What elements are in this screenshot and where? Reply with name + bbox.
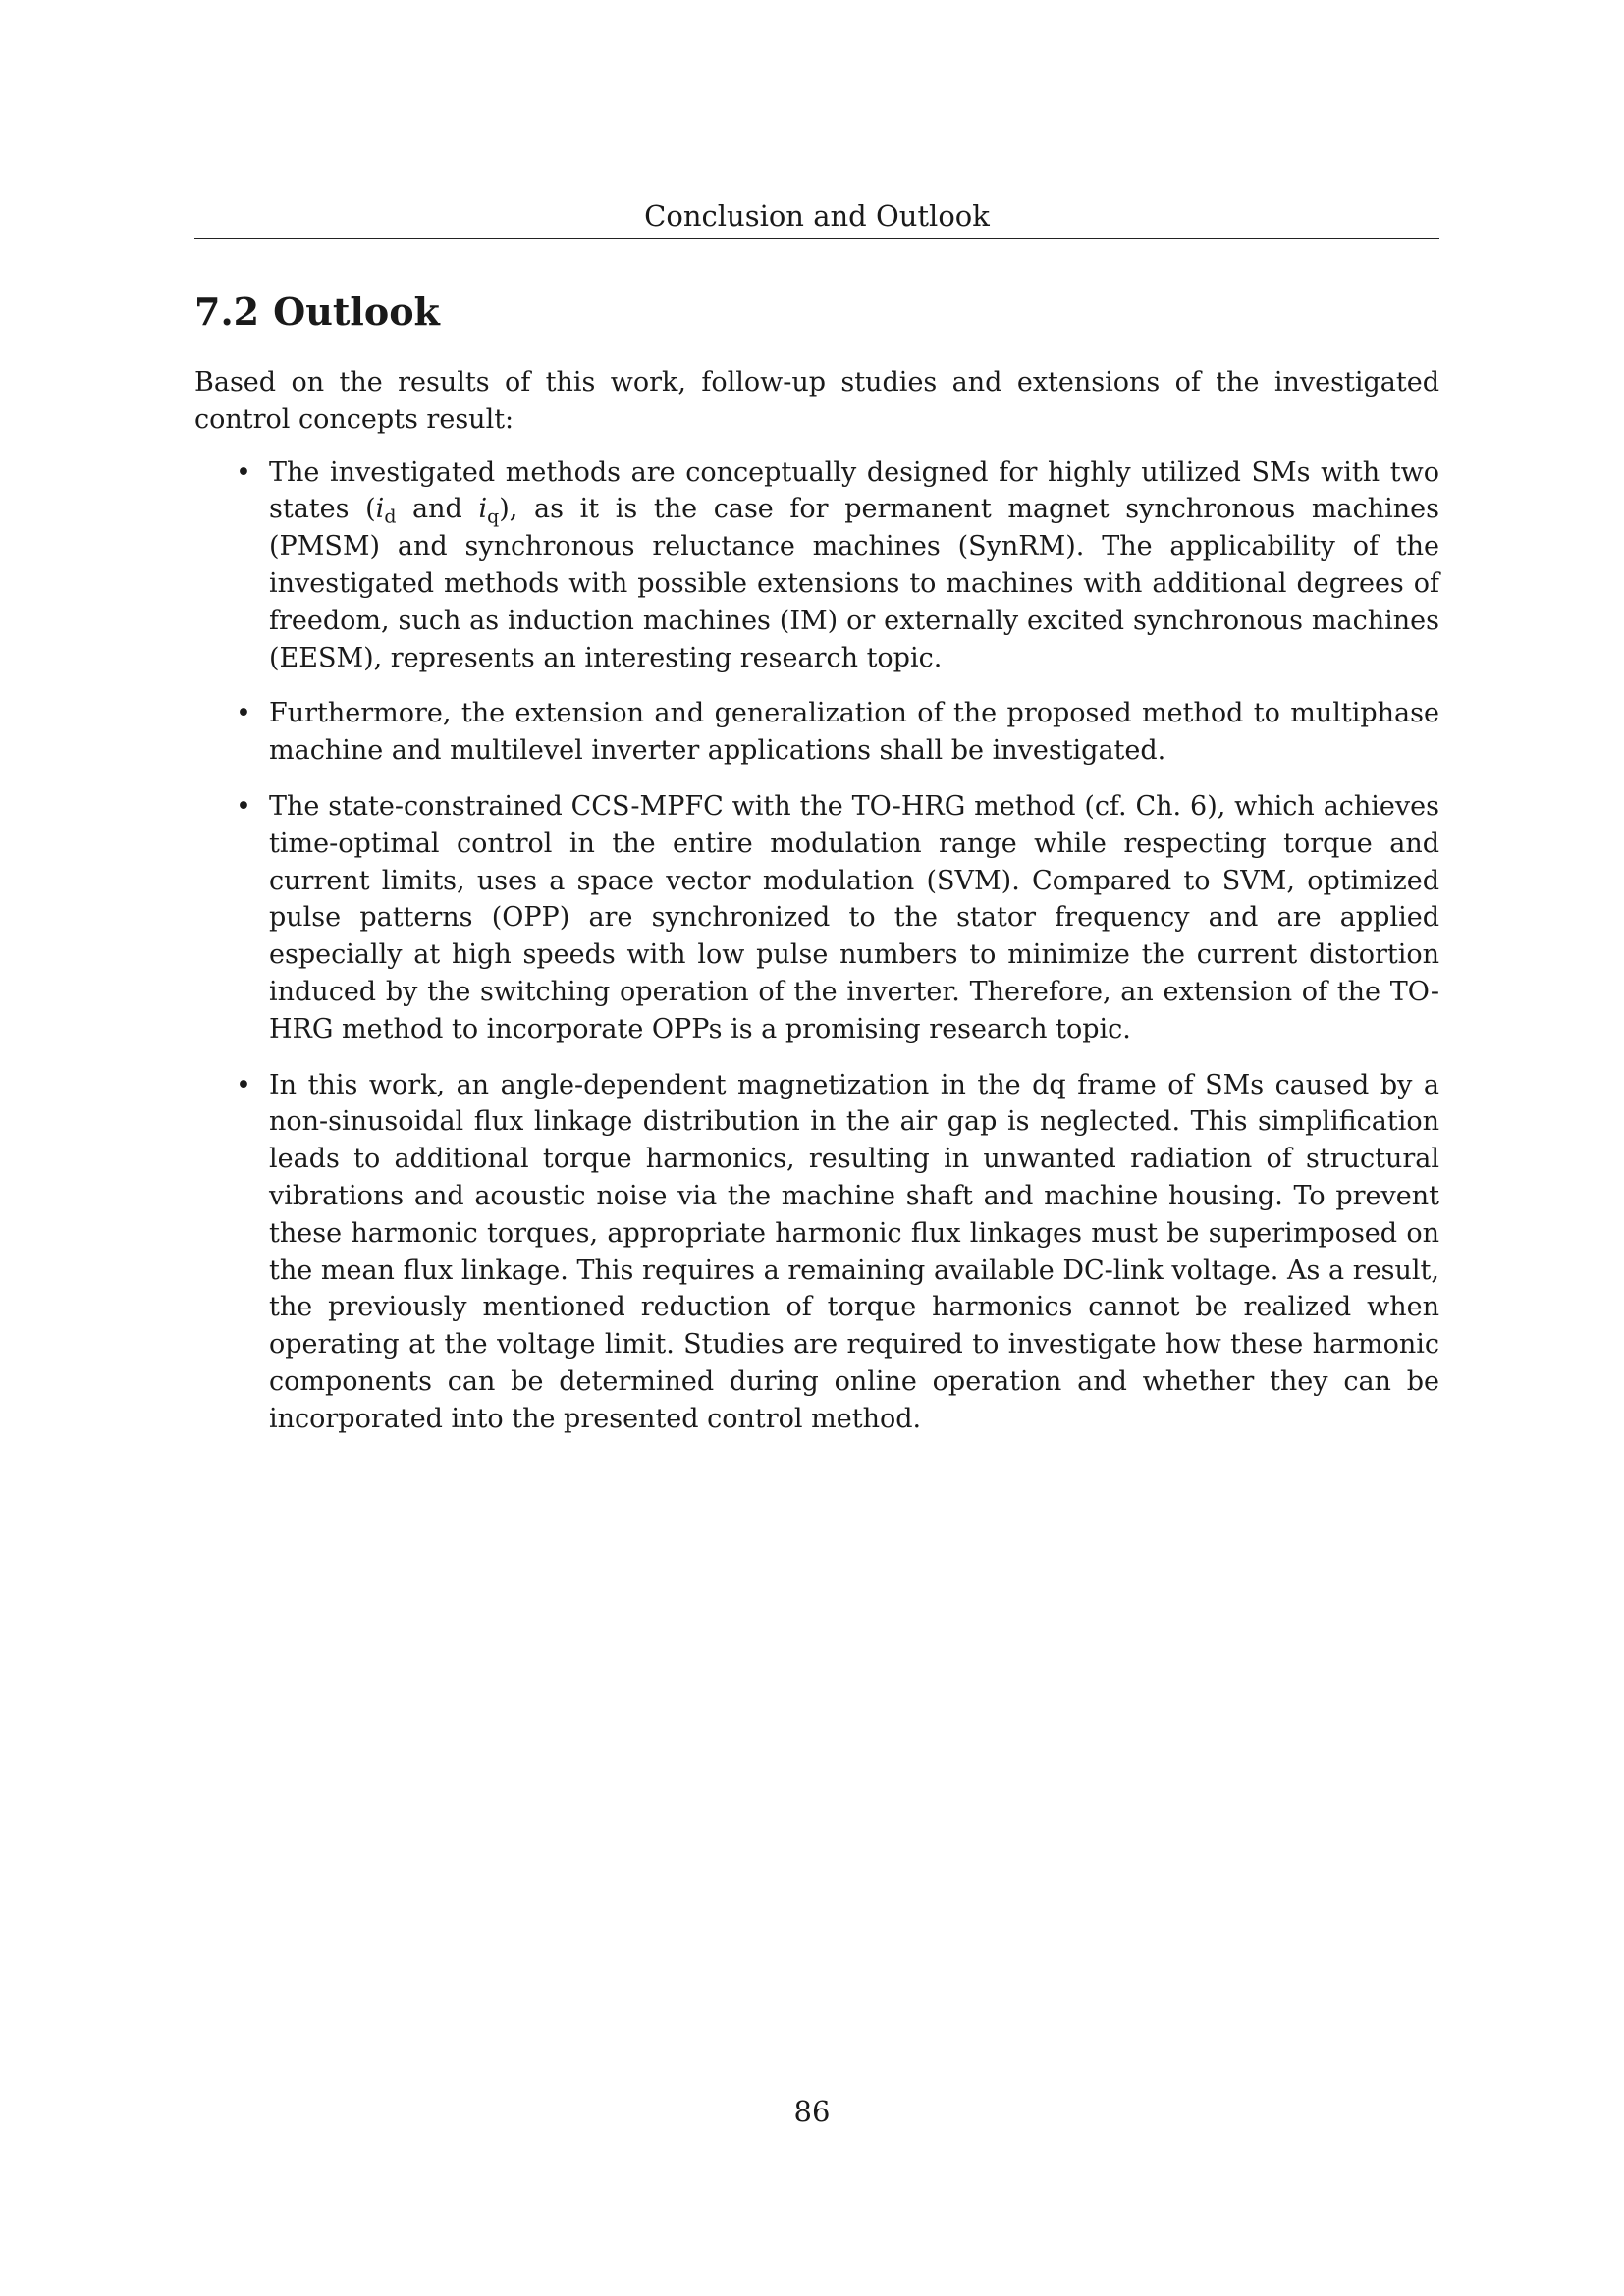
list-item [194, 695, 1439, 770]
intro-paragraph: Based on the results of this work, follow-up studies and extensions of the investigated control concepts result: [194, 367, 1439, 435]
bullet-icon: • [236, 456, 251, 488]
list-item-text: The investigated methods are conceptually designed for highly utilized SMs with two states ($i_d$ and $i_q$), as it is the case for permanent magnet synchronous machines (PMSM) and synchronous reluctance machines (SynRM). The applicability of the investigated methods with possible extensions to machines with additional degrees of freedom, such as induction machines (IM) or externally excited synchronous machines (EESM), represents an interesting research topic. [269, 456, 1439, 673]
list-item-text: The state-constrained CCS-MPFC with the TO-HRG method (cf. Ch. 6), which achieves time-optimal control in the entire modulation range while respecting torque and current limits, uses a space vector modulation (SVM). Compared to SVM, optimized pulse patterns (OPP) are synchronized to the stator frequency and are applied especially at high speeds with low pulse numbers to minimize the current distortion induced by the switching operation of the inverter. Therefore, an extension of the TO-HRG method to incorporate OPPs is a promising research topic. [269, 790, 1439, 1044]
running-header: Conclusion and Outlook [644, 199, 990, 233]
page-number: 86 [793, 2095, 831, 2128]
bullet-icon: • [236, 698, 251, 729]
list-item [194, 788, 1439, 1048]
section-heading [194, 285, 440, 340]
outlook-list [194, 454, 1439, 1438]
section-number: 7.2 [194, 290, 260, 334]
list-item [194, 454, 1439, 677]
list-item-text: Furthermore, the extension and generalization of the proposed method to multiphase machine and multilevel inverter applications shall be investigated. [269, 698, 1439, 767]
header-rule [194, 238, 1439, 239]
section-title: Outlook [273, 290, 440, 334]
list-item-text: In this work, an angle-dependent magnetization in the dq frame of SMs caused by a non-sinusoidal flux linkage distribution in the air gap is neglected. This simplification leads to additional torque harmonics, resulting in unwanted radiation of structural vibrations and acoustic noise via the machine shaft and machine housing. To prevent these harmonic torques, appropriate harmonic flux linkages must be superimposed on the mean flux linkage. This requires a remaining available DC-link voltage. As a result, the previously mentioned reduction of torque harmonics cannot be realized when operating at the voltage limit. Studies are required to investigate how these harmonic components can be determined during online operation and whether they can be incorporated into the presented control method. [269, 1069, 1439, 1434]
list-item [194, 1067, 1439, 1438]
body-text [194, 364, 1439, 1457]
bullet-icon: • [236, 1069, 251, 1100]
bullet-icon: • [236, 790, 251, 822]
